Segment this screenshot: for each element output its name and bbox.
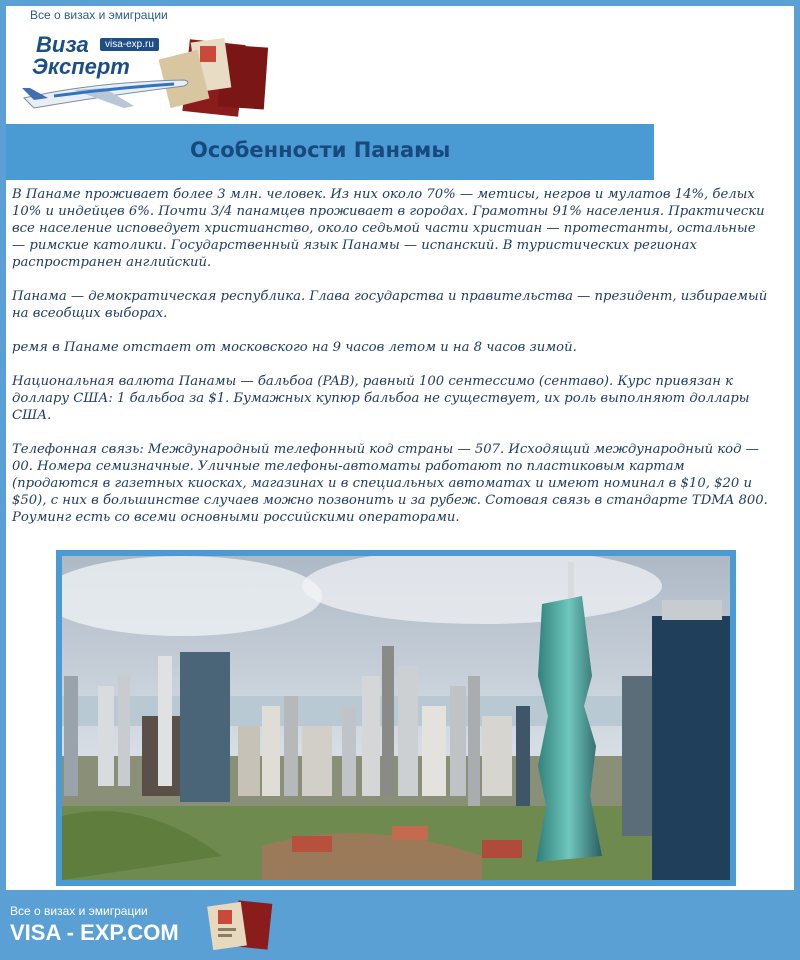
page-container	[6, 6, 794, 890]
logo-site-label: visa-exp.ru	[100, 38, 159, 51]
logo-word-expert: Эксперт	[32, 54, 130, 79]
paragraph-population: В Панаме проживает более 3 млн. человек. Из них около 70% — метисы, негров и мулатов 14%, белых 10% и индейцев 6%. Почти 3/4 панамцев проживает в городах. Грамотны 91% населения. Практически все население исповедует христианство, около седьмой части христиан — протестанты, остальные — римские католики. Государственный язык Панамы — испанский. В туристических регионах распространен английский.	[12, 187, 765, 270]
logo-word-viza: Виза	[36, 32, 89, 57]
header-tagline: Все о визах и эмиграции	[30, 8, 168, 22]
site-footer	[0, 890, 800, 960]
site-logo[interactable]	[14, 24, 280, 120]
footer-tagline: Все о визах и эмиграции	[10, 904, 148, 918]
page-title: Особенности Панамы	[190, 138, 451, 162]
paragraph-time: ремя в Панаме отстает от московского на 9 часов летом и на 8 часов зимой.	[12, 340, 577, 355]
title-band	[6, 124, 654, 180]
site-header	[6, 6, 794, 124]
paragraph-telephone: Телефонная связь: Международный телефонный код страны — 507. Исходящий международный код — 00. Номера семизначные. Уличные телефоны-автоматы работают по пластиковым картам (продаются в газетных киосках, магазинах и в специальных автоматах и имеют номинал в $10, $20 и $50), с них в большинстве случаев можно позвонить и за рубеж. Сотовая связь в стандарте TDMA 800. Роуминг есть со всеми основными российскими операторами.	[12, 442, 768, 525]
passport-icon	[206, 898, 278, 952]
photo-frame	[56, 550, 736, 886]
paragraph-government: Панама — демократическая республика. Глава государства и правительства — президент, избираемый на всеобщих выборах.	[12, 289, 768, 321]
paragraph-currency: Национальная валюта Панамы — бальбоа (PAB), равный 100 сентессимо (сентаво). Курс привязан к доллару США: 1 бальбоа за $1. Бумажных купюр бальбоа не существует, их роль выполняют доллары США.	[12, 374, 750, 423]
panama-city-photo	[62, 556, 730, 880]
article-body	[12, 186, 772, 543]
footer-brand[interactable]: VISA - EXP.COM	[10, 920, 179, 945]
panama-skyline-image	[62, 556, 730, 880]
